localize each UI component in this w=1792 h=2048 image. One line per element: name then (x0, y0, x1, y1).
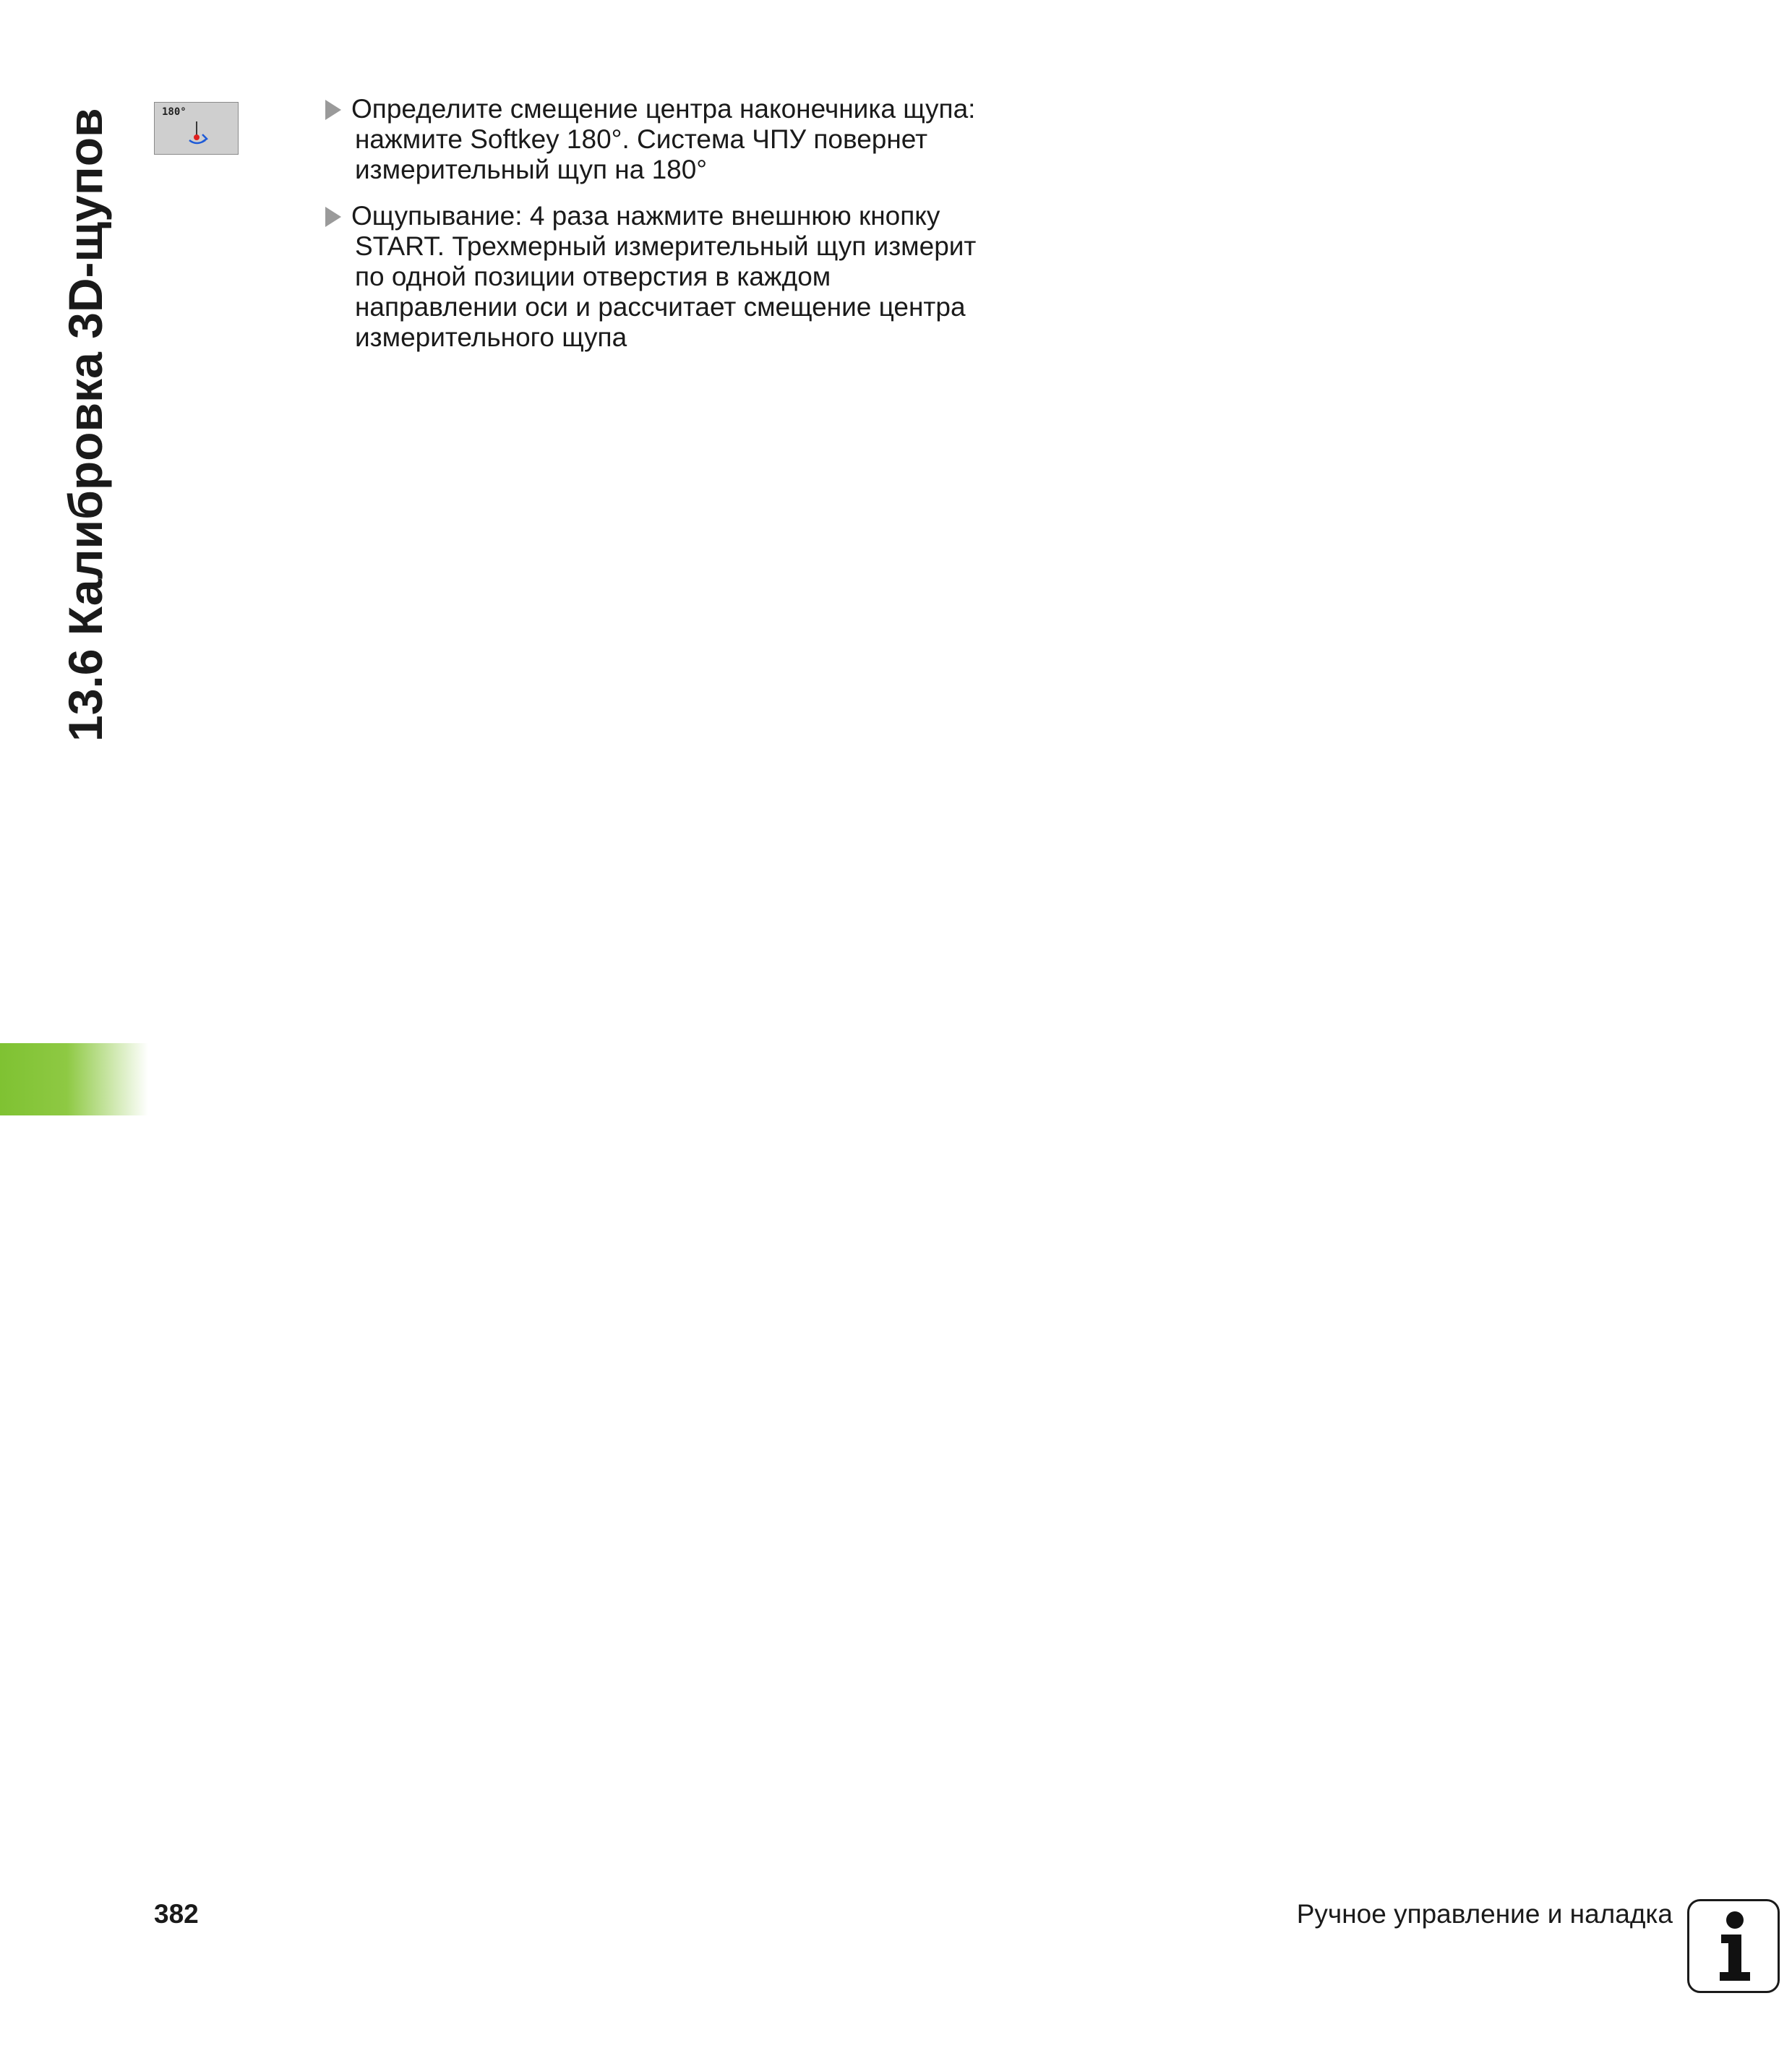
step-text-line: по одной позиции отверстия в каждом (355, 262, 831, 291)
step-text-line: нажмите Softkey 180°. Система ЧПУ повернет (355, 124, 928, 154)
step-arrow-icon (325, 207, 341, 227)
info-icon (1687, 1899, 1780, 1993)
step-arrow-icon (325, 100, 341, 120)
footer-section-title: Ручное управление и наладка (1296, 1899, 1673, 1929)
softkey-label: 180° (162, 106, 187, 118)
procedure-steps (325, 94, 1012, 369)
chapter-tab-marker (0, 1043, 148, 1115)
step-text-line: Ощупывание: 4 раза нажмите внешнюю кнопку (351, 201, 940, 231)
step-2 (325, 201, 1012, 353)
step-1 (325, 94, 1012, 185)
step-text-line: измерительный щуп на 180° (355, 155, 708, 184)
step-text-line: Определите смещение центра наконечника щупа: (351, 94, 976, 124)
probe-rotate-180-icon (187, 121, 213, 147)
chapter-title: 13.6 Калибровка 3D-щупов (59, 108, 112, 742)
step-text-line: направлении оси и рассчитает смещение центра (355, 292, 966, 322)
step-text-line: START. Трехмерный измерительный щуп измерит (355, 231, 977, 261)
page-number: 382 (154, 1899, 199, 1929)
softkey-180[interactable] (154, 102, 239, 155)
step-text-line: измерительного щупа (355, 322, 627, 352)
